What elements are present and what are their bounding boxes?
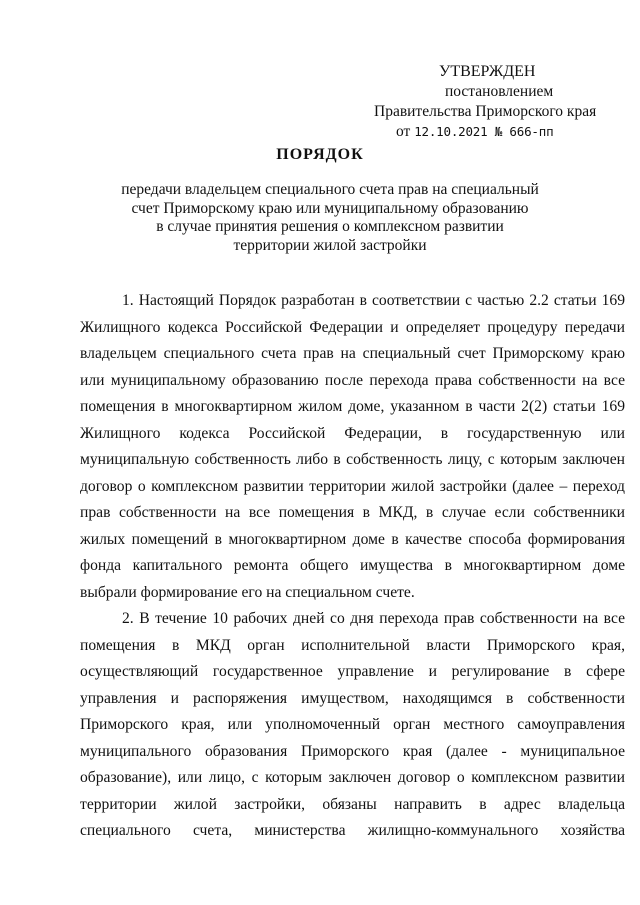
body-line: территории жилой застройки, обязаны направить в адрес владельца [80, 795, 625, 813]
paragraph-1 [80, 288, 625, 606]
body-line: 1. Настоящий Порядок разработан в соответствии с частью 2.2 статьи 169 [122, 292, 625, 309]
body-line: муниципального образования Приморского края (далее - муниципальное [80, 742, 625, 760]
approval-government: Правительства Приморского края [374, 103, 597, 120]
subtitle-line: передачи владельцем специального счета прав на специальный [121, 181, 539, 198]
body-line: прав собственности на все помещения в МКД, в случае если собственники [80, 504, 625, 521]
subtitle-line: счет Приморскому краю или муниципальному образованию [131, 199, 529, 217]
paragraph-2 [80, 606, 625, 845]
body-line: выбрали формирование его на специальном счете. [80, 583, 415, 601]
body-line: Приморского края, или уполномоченный орган местного самоуправления [80, 716, 625, 733]
approval-heading: УТВЕРЖДЕН [439, 63, 536, 80]
body-line: 2. В течение 10 рабочих дней со дня перехода прав собственности на все [122, 610, 625, 627]
approval-date-line [360, 122, 610, 142]
approval-block [360, 62, 610, 142]
approval-resolution: постановлением [445, 83, 554, 100]
approval-date-stamp: 12.10.2021 № 666-пп [414, 124, 554, 139]
body-line: специального счета, министерства жилищно-коммунального хозяйства [80, 822, 625, 839]
body-line: помещения в МКД орган исполнительной власти Приморского края, [80, 636, 625, 654]
body-line: или муниципальному образованию после перехода права собственности на все [80, 371, 625, 389]
body-line: муниципальную собственность либо в собственность лицу, с которым заключен [80, 451, 625, 468]
body-line: управления и распоряжения имуществом, находящимся в собственности [80, 689, 625, 707]
subtitle-line: в случае принятия решения о комплексном развитии [156, 218, 504, 235]
body-line: Жилищного кодекса Российской Федерации и определяет процедуру передачи [80, 318, 625, 336]
body-line: Жилищного кодекса Российской Федерации, в государственную или [80, 424, 625, 442]
body-line: осуществляющий государственное управление и регулирование в сфере [80, 663, 625, 680]
body-line: помещения в многоквартирном жилом доме, указанном в части 2(2) статьи 169 [80, 398, 625, 415]
document-body [80, 288, 625, 845]
body-line: жилых помещений в многоквартирном доме в качестве способа формирования [80, 530, 625, 548]
body-line: договор о комплексном развитии территории жилой застройки (далее – переход [80, 477, 625, 495]
document-subtitle [110, 181, 550, 255]
approval-date-prefix: от [396, 123, 411, 140]
document-title: ПОРЯДОК [276, 146, 364, 163]
subtitle-line: территории жилой застройки [233, 236, 427, 254]
body-line: образование), или лицо, с которым заключен договор о комплексном развитии [80, 769, 625, 786]
body-line: фонда капитального ремонта общего имущества в многоквартирном доме [80, 557, 625, 574]
body-line: владельцем специального счета прав на специальный счет Приморскому краю [80, 345, 625, 362]
